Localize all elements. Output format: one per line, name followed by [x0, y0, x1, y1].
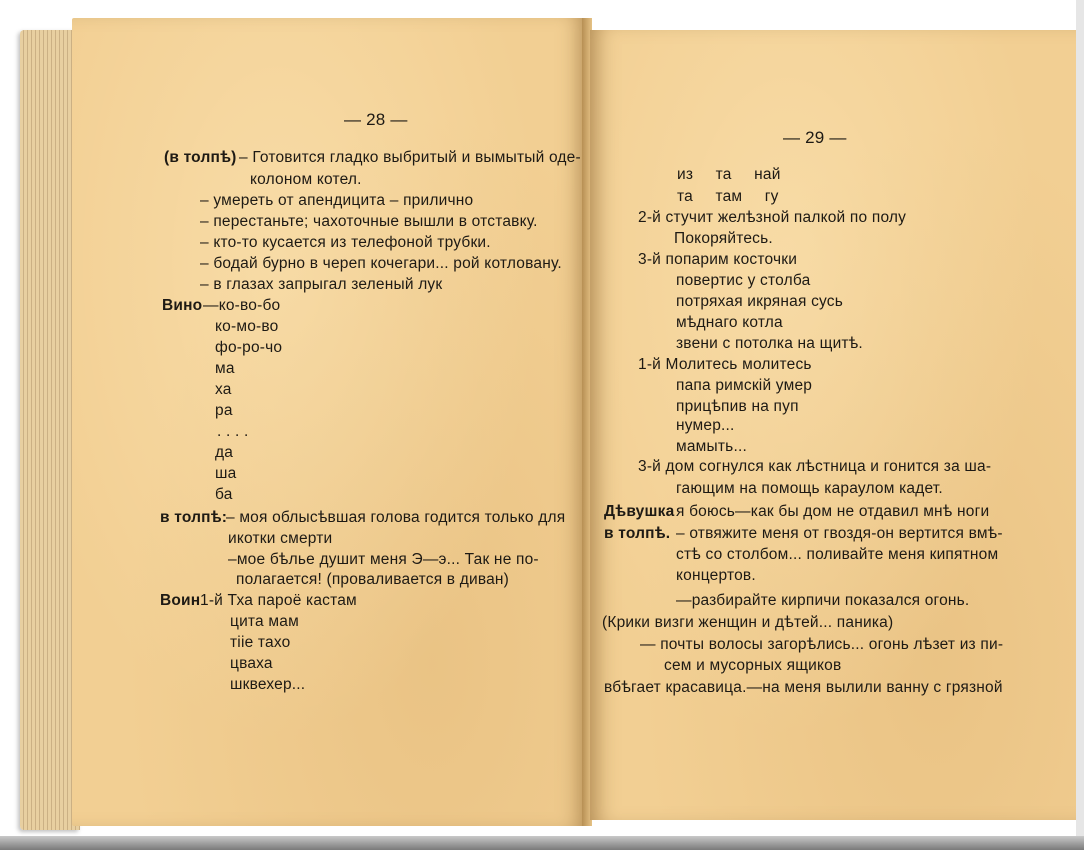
text-line: да — [215, 444, 234, 461]
speaker-label: Дѣвушка — [604, 503, 675, 520]
text-line: прицѣпив на пуп — [676, 398, 799, 415]
text-line: 3-й попарим косточки — [638, 251, 798, 268]
right-page — [590, 30, 1084, 820]
text-line: фо-ро-чо — [215, 339, 283, 356]
text-line: – умереть от апендицита – прилично — [200, 192, 474, 209]
text-line: нумер... — [676, 417, 735, 434]
speaker-label: в толпѣ. — [604, 525, 671, 542]
text-line: колоном котел. — [250, 171, 362, 188]
text-line: мѣднаго котла — [676, 314, 783, 331]
text-line: ха — [215, 381, 232, 398]
text-line: – отвяжите меня от гвоздя-он вертится вмѣ- — [676, 525, 1003, 542]
text-line: потряхая икряная сусь — [676, 293, 844, 310]
text-line: —разбирайте кирпичи показался огонь. — [676, 592, 970, 609]
text-line: повертис у столба — [676, 272, 811, 289]
text-line: — почты волосы загорѣлись... огонь лѣзет из пи- — [640, 636, 1004, 653]
text-line: цваха — [230, 655, 273, 672]
page-number: — 29 — — [783, 128, 847, 147]
text-line: ко-мо-во — [215, 318, 279, 335]
text-line: цита мам — [230, 613, 299, 630]
text-line: мамыть... — [676, 438, 747, 455]
text-line: ба — [215, 486, 233, 503]
page-edges — [20, 30, 80, 830]
text-line: вбѣгает красавица.—на меня вылили ванну с грязной — [604, 679, 1003, 696]
scan-border-top — [0, 0, 1084, 18]
page-number: — 28 — — [344, 110, 408, 129]
text-line: папа римскiй умер — [676, 377, 813, 394]
speaker-label: Воин — [160, 592, 201, 609]
text-line: стѣ со столбом... поливайте меня кипятном — [676, 546, 999, 563]
text-line: (Крики визги женщин и дѣтей... паника) — [602, 614, 894, 631]
text-line: –мое бѣлье душит меня Э—э... Так не по- — [228, 551, 539, 568]
text-line: – бодай бурно в череп кочегари... рой котловану. — [200, 255, 562, 272]
text-line: ша — [215, 465, 237, 482]
text-line: – в глазах запрыгал зеленый лук — [200, 276, 443, 293]
text-line: шквехер... — [230, 676, 306, 693]
text-line: звени с потолка на щитѣ. — [676, 335, 863, 352]
scanner-edge — [0, 836, 1084, 850]
text-line: 1-й Молитесь молитесь — [638, 356, 812, 373]
speaker-label: (в толпѣ) — [164, 149, 237, 166]
scan-border-right — [1076, 0, 1084, 850]
text-line: – кто-то кусается из телефоной трубки. — [200, 234, 491, 251]
text-line: сем и мусорных ящиков — [664, 657, 842, 674]
text-line: Покоряйтесь. — [674, 230, 773, 247]
text-line: 2-й стучит желѣзной палкой по полу — [638, 209, 907, 226]
text-line: – Готовится гладко выбритый и вымытый оде- — [239, 149, 581, 166]
text-line: – перестаньте; чахоточные вышли в отставку. — [200, 213, 538, 230]
text-line: ма — [215, 360, 235, 377]
text-line: полагается! (проваливается в диван) — [236, 571, 510, 588]
text-line: 3-й дом согнулся как лѣстница и гонится за ша- — [638, 458, 992, 475]
text-line: —ко-во-бо — [203, 297, 281, 314]
text-line: концертов. — [676, 567, 756, 584]
left-page — [72, 18, 586, 826]
speaker-label: Вино — [162, 297, 203, 314]
text-line: та там гу — [677, 188, 779, 205]
text-line: 1-й Тха пароё кастам — [200, 592, 357, 609]
text-line: ра — [215, 402, 233, 419]
text-line: икотки смерти — [228, 530, 333, 547]
text-line: . . . . — [217, 423, 249, 440]
text-line: гающим на помощь караулом кадет. — [676, 480, 943, 497]
text-line: – моя облысѣвшая голова годится только для — [226, 509, 566, 526]
text-line: из та най — [677, 166, 781, 183]
text-line: я боюсь—как бы дом не отдавил мнѣ ноги — [676, 503, 990, 520]
text-line: тiiе тахо — [230, 634, 291, 651]
speaker-label: в толпѣ: — [160, 509, 228, 526]
